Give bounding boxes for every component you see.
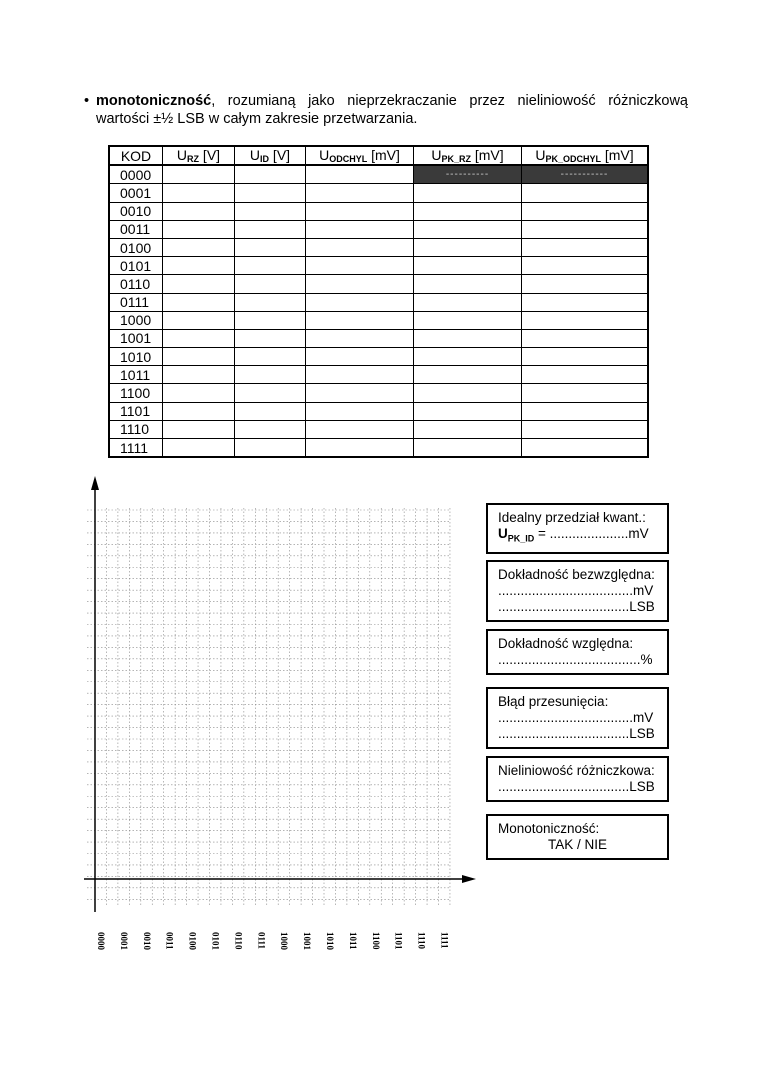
plot-grid — [87, 508, 450, 906]
code-cell: 1001 — [109, 329, 163, 347]
ideal-line[interactable]: $U_{PK\_ID} = .....................mV$ — [498, 526, 649, 544]
x-tick-label: 1000 — [279, 932, 290, 950]
x-tick-label: 0001 — [118, 932, 129, 950]
abs-title: Dokładność bezwzględna: — [498, 567, 655, 582]
value-cell: ----------- — [522, 165, 649, 184]
monotonic-answer[interactable]: TAK / NIE — [547, 837, 607, 852]
dnl-title: Nieliniowość różniczkowa: — [498, 763, 655, 778]
box-monotonicity — [486, 814, 669, 860]
x-axis-labels — [96, 932, 450, 951]
offset-title: Błąd przesunięcia: — [498, 694, 609, 709]
box-ideal-quantum — [486, 503, 669, 554]
offset-mv-field[interactable]: ....................................mV — [498, 710, 654, 725]
monotonic-title: Monotoniczność: — [498, 821, 600, 836]
header-u-odchyl: $U_{ODCHYL}$ [mV] — [306, 146, 414, 165]
x-tick-label: 1110 — [416, 932, 427, 950]
x-tick-label: 1011 — [347, 932, 358, 950]
code-cell: 1000 — [109, 311, 163, 329]
y-axis-arrow-icon — [91, 476, 99, 490]
code-cell: 0000 — [109, 165, 163, 184]
header-u-id: $U_{ID}$ [V] — [235, 146, 306, 165]
x-tick-label: 1101 — [393, 932, 404, 950]
box-dnl — [486, 756, 669, 802]
code-cell: 1011 — [109, 366, 163, 384]
code-cell: 1101 — [109, 402, 163, 420]
x-tick-label: 0101 — [210, 932, 221, 950]
x-tick-label: 0100 — [187, 932, 198, 950]
code-cell: 0110 — [109, 275, 163, 293]
code-cell: 0101 — [109, 257, 163, 275]
box-offset-error — [486, 687, 669, 749]
header-u-rz: $U_{RZ}$ [V] — [163, 146, 235, 165]
x-tick-label: 0011 — [164, 932, 175, 950]
abs-lsb-field[interactable]: ...................................LSB — [498, 599, 655, 614]
code-cell: 1110 — [109, 420, 163, 438]
x-tick-label: 0000 — [96, 932, 106, 950]
x-tick-label: 0110 — [233, 932, 244, 950]
code-cell: 0100 — [109, 238, 163, 256]
box-relative-accuracy — [486, 629, 669, 675]
x-tick-label: 1111 — [439, 932, 450, 949]
code-cell: 0010 — [109, 202, 163, 220]
header-u-pk-odchyl: $U_{PK\_ODCHYL}$ [mV] — [522, 146, 649, 165]
abs-mv-field[interactable]: ....................................mV — [498, 583, 654, 598]
x-axis-arrow-icon — [462, 875, 476, 883]
term-monotonicity: monotoniczność — [96, 93, 212, 109]
bullet-icon: • — [84, 93, 90, 109]
value-cell: ---------- — [414, 165, 522, 184]
x-tick-label: 1010 — [325, 932, 335, 950]
intro-line-2: wartości ±½ LSB w całym zakresie przetwarzania. — [96, 111, 418, 127]
code-cell: 1010 — [109, 348, 163, 366]
x-tick-label: 1001 — [302, 932, 313, 950]
rel-pct-field[interactable]: ......................................% — [498, 652, 653, 667]
code-cell: 0001 — [109, 184, 163, 202]
code-cell: 1100 — [109, 384, 163, 402]
x-tick-label: 0111 — [256, 932, 267, 950]
rel-title: Dokładność względna: — [498, 636, 634, 651]
code-cell: 1111 — [109, 439, 163, 458]
dnl-lsb-field[interactable]: ...................................LSB — [498, 779, 655, 794]
code-cell: 0111 — [109, 293, 163, 311]
code-cell: 0011 — [109, 220, 163, 238]
header-u-pk-rz: $U_{PK\_RZ}$ [mV] — [414, 146, 522, 165]
intro-line1-rest: , rozumianą jako nieprzekraczanie przez nieliniowość różniczkową — [211, 93, 688, 109]
ideal-title: Idealny przedział kwant.: — [498, 510, 646, 525]
x-tick-label: 0010 — [141, 932, 152, 950]
header-kod: KOD — [109, 146, 163, 165]
box-absolute-accuracy — [486, 560, 669, 622]
x-tick-label: 1100 — [370, 932, 381, 950]
offset-lsb-field[interactable]: ...................................LSB — [498, 726, 655, 741]
